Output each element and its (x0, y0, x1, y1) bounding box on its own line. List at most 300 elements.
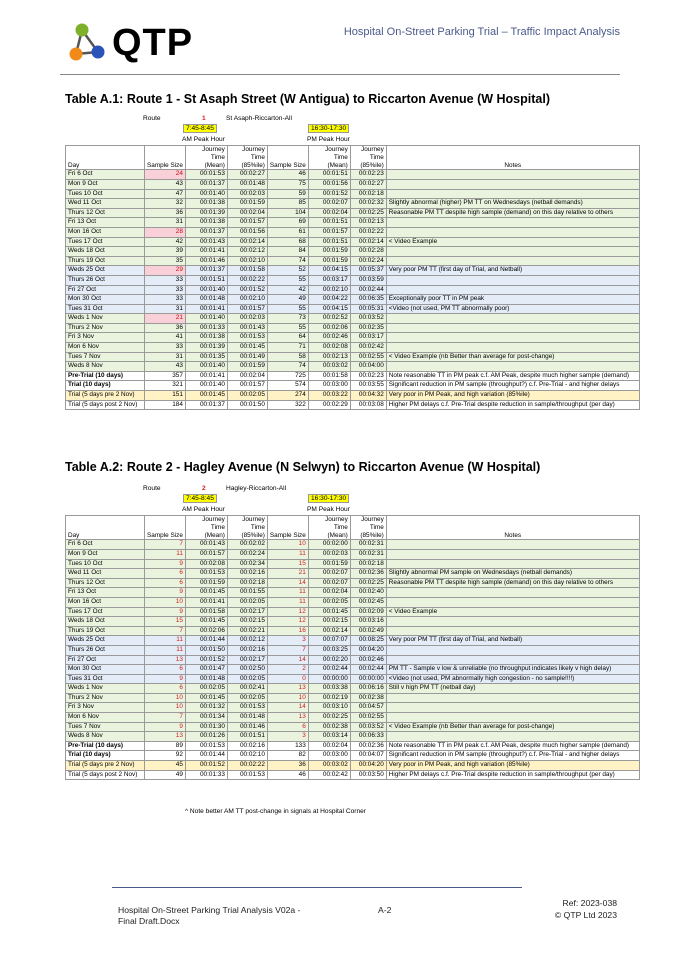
pm-85-cell: 00:06:35 (350, 295, 386, 305)
notes-cell: Very poor PM TT (first day of Trial, and Netball) (386, 636, 639, 646)
pm-sample-cell: 14 (267, 703, 308, 713)
table-row (66, 674, 640, 684)
am-mean-cell: 00:01:52 (185, 655, 227, 665)
am-mean-cell: 00:01:53 (185, 741, 227, 751)
day-cell: Trial (5 days pre 2 Nov) (66, 391, 145, 401)
pm-sample-cell: 49 (267, 295, 308, 305)
am-85-cell: 00:02:10 (227, 751, 267, 761)
pm-sample-cell: 69 (267, 218, 308, 228)
table2-route-name: Hagley-Riccarton-All (226, 485, 287, 492)
table-row (66, 343, 640, 353)
am-mean-cell: 00:01:57 (185, 549, 227, 559)
pm-sample-cell: 2 (267, 665, 308, 675)
table-row (66, 352, 640, 362)
table-row (66, 607, 640, 617)
pm-sample-cell: 104 (267, 208, 308, 218)
table-row (66, 266, 640, 276)
pm-85-cell: 00:02:42 (350, 343, 386, 353)
am-mean-cell: 00:01:48 (185, 295, 227, 305)
pm-85-cell: 00:03:17 (350, 333, 386, 343)
notes-cell (386, 189, 639, 199)
table-row (66, 761, 640, 771)
table-row (66, 645, 640, 655)
am-sample-cell: 7 (145, 626, 186, 636)
am-sample-cell: 6 (145, 684, 186, 694)
am-mean-cell: 00:01:44 (185, 636, 227, 646)
am-sample-cell: 11 (145, 636, 186, 646)
pm-mean-cell: 00:01:51 (308, 170, 350, 180)
am-85-cell: 00:02:17 (227, 607, 267, 617)
am-85-cell: 00:02:12 (227, 636, 267, 646)
pm-mean-cell: 00:02:20 (308, 655, 350, 665)
day-cell: Fri 3 Nov (66, 703, 145, 713)
pm-sample-cell: 64 (267, 333, 308, 343)
day-cell: Weds 18 Oct (66, 247, 145, 257)
pm-mean-cell: 00:02:52 (308, 314, 350, 324)
notes-cell (386, 559, 639, 569)
am-mean-cell: 00:01:45 (185, 588, 227, 598)
am-sample-cell: 6 (145, 578, 186, 588)
day-cell: Fri 6 Oct (66, 170, 145, 180)
table-row (66, 189, 640, 199)
table2-route-number: 2 (202, 485, 206, 492)
pm-85-cell: 00:02:46 (350, 655, 386, 665)
pm-85-cell: 00:03:52 (350, 314, 386, 324)
column-header-am-mean-line: (Mean) (204, 161, 225, 169)
pm-85-cell: 00:05:37 (350, 266, 386, 276)
pm-mean-cell: 00:02:19 (308, 693, 350, 703)
table-row (66, 655, 640, 665)
pm-mean-cell: 00:03:10 (308, 703, 350, 713)
am-85-cell: 00:01:56 (227, 227, 267, 237)
am-mean-cell: 00:01:33 (185, 323, 227, 333)
header-divider (60, 74, 620, 75)
table2-am-label: AM Peak Hour (182, 506, 225, 513)
am-sample-cell: 45 (145, 761, 186, 771)
pm-85-cell: 00:02:28 (350, 247, 386, 257)
day-cell: Fri 6 Oct (66, 540, 145, 550)
pm-85-cell: 00:03:52 (350, 722, 386, 732)
am-sample-cell: 7 (145, 713, 186, 723)
am-sample-cell: 41 (145, 333, 186, 343)
pm-mean-cell: 00:02:06 (308, 323, 350, 333)
am-mean-cell: 00:01:59 (185, 578, 227, 588)
table-header-row (66, 146, 640, 170)
am-sample-cell: 9 (145, 607, 186, 617)
document-title: Hospital On-Street Parking Trial – Traffic Impact Analysis (343, 26, 620, 38)
notes-cell (386, 597, 639, 607)
notes-cell: Higher PM delays c.f. Pre-Trial despite reduction in sample/throughput (per day) (386, 770, 639, 780)
am-mean-cell: 00:01:37 (185, 266, 227, 276)
notes-cell: Significant reduction in PM sample (throughput?) c.f. Pre-Trial - and higher delays (386, 751, 639, 761)
column-header-am-85-line: (85%ile) (241, 531, 265, 539)
pm-mean-cell: 00:03:00 (308, 751, 350, 761)
pm-sample-cell: 82 (267, 751, 308, 761)
am-mean-cell: 00:01:37 (185, 179, 227, 189)
notes-cell: <Video (not used, PM TT abnormally poor) (386, 304, 639, 314)
am-sample-cell: 33 (145, 275, 186, 285)
pm-mean-cell: 00:04:22 (308, 295, 350, 305)
day-cell: Tues 7 Nov (66, 722, 145, 732)
pm-85-cell: 00:03:50 (350, 770, 386, 780)
notes-cell: Reasonable PM TT despite high sample (demand) on this day relative to others (386, 208, 639, 218)
notes-cell (386, 362, 639, 372)
table-row (66, 333, 640, 343)
am-sample-cell: 36 (145, 323, 186, 333)
am-mean-cell: 00:01:40 (185, 314, 227, 324)
am-sample-cell: 36 (145, 208, 186, 218)
pm-mean-cell: 00:01:59 (308, 247, 350, 257)
table-row (66, 588, 640, 598)
pm-85-cell: 00:02:55 (350, 713, 386, 723)
column-header-am-85-line: Time (250, 523, 265, 531)
pm-mean-cell: 00:03:02 (308, 761, 350, 771)
am-sample-cell: 11 (145, 549, 186, 559)
notes-cell (386, 693, 639, 703)
pm-85-cell: 00:02:49 (350, 626, 386, 636)
pm-85-cell: 00:02:24 (350, 256, 386, 266)
am-85-cell: 00:02:03 (227, 314, 267, 324)
am-sample-cell: 43 (145, 362, 186, 372)
table-row (66, 578, 640, 588)
table-header-row (66, 516, 640, 540)
pm-sample-cell: 12 (267, 607, 308, 617)
am-mean-cell: 00:01:53 (185, 569, 227, 579)
day-cell: Thurs 2 Nov (66, 323, 145, 333)
table1-route-name: St Asaph-Riccarton-All (226, 115, 292, 122)
column-header-am-85-line: Journey (242, 516, 265, 523)
pm-sample-cell: 73 (267, 314, 308, 324)
day-cell: Mon 9 Oct (66, 549, 145, 559)
notes-cell: Very poor in PM Peak, and high variation (85%ile) (386, 761, 639, 771)
table1-am-label: AM Peak Hour (182, 136, 225, 143)
am-sample-cell: 6 (145, 665, 186, 675)
table-row (66, 693, 640, 703)
am-mean-cell: 00:01:37 (185, 227, 227, 237)
pm-sample-cell: 61 (267, 227, 308, 237)
notes-cell (386, 218, 639, 228)
pm-85-cell: 00:02:44 (350, 285, 386, 295)
pm-mean-cell: 00:02:03 (308, 549, 350, 559)
pm-sample-cell: 10 (267, 540, 308, 550)
pm-85-cell: 00:02:09 (350, 607, 386, 617)
day-cell: Fri 13 Oct (66, 588, 145, 598)
pm-sample-cell: 725 (267, 371, 308, 381)
pm-sample-cell: 11 (267, 597, 308, 607)
am-mean-cell: 00:01:39 (185, 208, 227, 218)
day-cell: Fri 3 Nov (66, 333, 145, 343)
am-mean-cell: 00:02:06 (185, 626, 227, 636)
day-cell: Trial (5 days pre 2 Nov) (66, 761, 145, 771)
pm-85-cell: 00:02:23 (350, 170, 386, 180)
am-mean-cell: 00:01:45 (185, 693, 227, 703)
am-85-cell: 00:02:27 (227, 170, 267, 180)
am-mean-cell: 00:01:30 (185, 722, 227, 732)
table-row (66, 275, 640, 285)
pm-85-cell: 00:03:08 (350, 400, 386, 410)
table2-route-label: Route (143, 485, 161, 492)
am-sample-cell: 43 (145, 179, 186, 189)
table-row (66, 741, 640, 751)
pm-85-cell: 00:04:07 (350, 751, 386, 761)
pm-85-cell: 00:02:31 (350, 549, 386, 559)
notes-cell: Slightly abnormal PM sample on Wednesdays (netball demands) (386, 569, 639, 579)
am-85-cell: 00:01:46 (227, 722, 267, 732)
footer-divider (112, 887, 522, 888)
am-85-cell: 00:02:10 (227, 256, 267, 266)
notes-cell: Note reasonable TT in PM peak c.f. AM Peak, despite much higher sample (demand) (386, 741, 639, 751)
column-header-day: Day (66, 146, 145, 170)
am-85-cell: 00:02:24 (227, 549, 267, 559)
am-mean-cell: 00:01:43 (185, 540, 227, 550)
notes-cell: Reasonable PM TT despite high sample (demand) on this day relative to others (386, 578, 639, 588)
pm-85-cell: 00:04:00 (350, 362, 386, 372)
pm-mean-cell: 00:02:13 (308, 352, 350, 362)
am-85-cell: 00:02:05 (227, 391, 267, 401)
am-sample-cell: 47 (145, 189, 186, 199)
am-85-cell: 00:01:48 (227, 713, 267, 723)
table1-am-time: 7:45-8:45 (183, 124, 217, 133)
notes-cell (386, 703, 639, 713)
am-mean-cell: 00:01:32 (185, 703, 227, 713)
am-sample-cell: 89 (145, 741, 186, 751)
footer-copyright: © QTP Ltd 2023 (554, 910, 617, 920)
am-sample-cell: 39 (145, 247, 186, 257)
am-sample-cell: 29 (145, 266, 186, 276)
column-header-pm-mean-line: Journey (325, 516, 348, 523)
am-mean-cell: 00:01:51 (185, 275, 227, 285)
am-85-cell: 00:02:10 (227, 295, 267, 305)
am-85-cell: 00:02:16 (227, 645, 267, 655)
day-cell: Weds 18 Oct (66, 617, 145, 627)
am-sample-cell: 92 (145, 751, 186, 761)
pm-85-cell: 00:02:36 (350, 569, 386, 579)
table-row (66, 540, 640, 550)
column-header-pm-sample: Sample Size (267, 516, 308, 540)
table-row (66, 371, 640, 381)
table2-am-time: 7:45-8:45 (183, 494, 217, 503)
column-header-am-85 (227, 146, 267, 170)
column-header-pm-85-line: (85%ile) (360, 531, 384, 539)
am-sample-cell: 28 (145, 227, 186, 237)
day-cell: Weds 8 Nov (66, 362, 145, 372)
table-row (66, 199, 640, 209)
table2-title: Table A.2: Route 2 - Hagley Avenue (N Selwyn) to Riccarton Avenue (W Hospital) (65, 460, 541, 474)
am-sample-cell: 11 (145, 645, 186, 655)
day-cell: Weds 8 Nov (66, 732, 145, 742)
column-header-am-sample: Sample Size (145, 146, 186, 170)
day-cell: Thurs 19 Oct (66, 256, 145, 266)
notes-cell: Note reasonable TT in PM peak c.f. AM Peak, despite much higher sample (demand) (386, 371, 639, 381)
pm-85-cell: 00:02:18 (350, 559, 386, 569)
pm-85-cell: 00:02:36 (350, 741, 386, 751)
day-cell: Mon 6 Nov (66, 713, 145, 723)
am-mean-cell: 00:01:38 (185, 333, 227, 343)
pm-85-cell: 00:08:25 (350, 636, 386, 646)
pm-sample-cell: 74 (267, 256, 308, 266)
day-cell: Tues 10 Oct (66, 189, 145, 199)
pm-sample-cell: 11 (267, 588, 308, 598)
pm-mean-cell: 00:01:57 (308, 227, 350, 237)
notes-cell: <Video (not used, PM abnormally high congestion - no sample!!!!) (386, 674, 639, 684)
notes-cell: Very poor PM TT (first day of Trial, and Netball) (386, 266, 639, 276)
pm-sample-cell: 52 (267, 266, 308, 276)
notes-cell: Higher PM delays c.f. Pre-Trial despite reduction in sample/throughput (per day) (386, 400, 639, 410)
column-header-pm-mean-line: (Mean) (327, 161, 348, 169)
am-85-cell: 00:01:50 (227, 400, 267, 410)
pm-mean-cell: 00:02:38 (308, 722, 350, 732)
pm-85-cell: 00:02:25 (350, 578, 386, 588)
pm-mean-cell: 00:02:04 (308, 588, 350, 598)
am-85-cell: 00:02:04 (227, 371, 267, 381)
am-85-cell: 00:01:43 (227, 323, 267, 333)
am-sample-cell: 151 (145, 391, 186, 401)
logo-text: QTP (112, 22, 194, 64)
pm-mean-cell: 00:02:44 (308, 665, 350, 675)
pm-sample-cell: 274 (267, 391, 308, 401)
am-85-cell: 00:02:04 (227, 208, 267, 218)
notes-cell (386, 170, 639, 180)
table-row (66, 237, 640, 247)
table2-pm-time: 16:30-17:30 (308, 494, 349, 503)
pm-mean-cell: 00:02:00 (308, 540, 350, 550)
am-85-cell: 00:02:22 (227, 275, 267, 285)
day-cell: Tues 17 Oct (66, 237, 145, 247)
day-cell: Tues 10 Oct (66, 559, 145, 569)
notes-cell (386, 285, 639, 295)
am-sample-cell: 13 (145, 732, 186, 742)
notes-cell (386, 549, 639, 559)
table-row (66, 323, 640, 333)
pm-mean-cell: 00:01:52 (308, 189, 350, 199)
am-mean-cell: 00:01:41 (185, 597, 227, 607)
am-85-cell: 00:01:53 (227, 703, 267, 713)
column-header-am-85-line: (85%ile) (241, 161, 265, 169)
pm-sample-cell: 84 (267, 247, 308, 257)
pm-sample-cell: 74 (267, 362, 308, 372)
table-row (66, 713, 640, 723)
am-mean-cell: 00:01:37 (185, 400, 227, 410)
column-header-pm-85 (350, 516, 386, 540)
pm-85-cell: 00:06:33 (350, 732, 386, 742)
am-mean-cell: 00:01:40 (185, 362, 227, 372)
am-mean-cell: 00:01:52 (185, 761, 227, 771)
pm-mean-cell: 00:02:07 (308, 578, 350, 588)
pm-mean-cell: 00:02:29 (308, 400, 350, 410)
table-row (66, 722, 640, 732)
day-cell: Mon 6 Nov (66, 343, 145, 353)
am-sample-cell: 24 (145, 170, 186, 180)
notes-cell (386, 732, 639, 742)
pm-85-cell: 00:04:57 (350, 703, 386, 713)
notes-cell: Exceptionally poor TT in PM peak (386, 295, 639, 305)
table-row (66, 597, 640, 607)
pm-mean-cell: 00:04:15 (308, 266, 350, 276)
day-cell: Weds 25 Oct (66, 266, 145, 276)
am-85-cell: 00:02:05 (227, 674, 267, 684)
pm-mean-cell: 00:01:59 (308, 256, 350, 266)
pm-mean-cell: 00:02:05 (308, 597, 350, 607)
day-cell: Tues 17 Oct (66, 607, 145, 617)
notes-cell (386, 256, 639, 266)
am-mean-cell: 00:01:40 (185, 285, 227, 295)
am-85-cell: 00:02:12 (227, 247, 267, 257)
am-sample-cell: 321 (145, 381, 186, 391)
am-85-cell: 00:02:16 (227, 569, 267, 579)
notes-cell (386, 588, 639, 598)
table-row (66, 559, 640, 569)
pm-sample-cell: 46 (267, 770, 308, 780)
pm-mean-cell: 00:02:42 (308, 770, 350, 780)
am-mean-cell: 00:01:41 (185, 247, 227, 257)
column-header-pm-85-line: (85%ile) (360, 161, 384, 169)
column-header-notes: Notes (386, 516, 639, 540)
day-cell: Thurs 12 Oct (66, 578, 145, 588)
pm-mean-cell: 00:02:10 (308, 285, 350, 295)
column-header-pm-85-line: Time (369, 523, 384, 531)
am-85-cell: 00:01:57 (227, 304, 267, 314)
pm-sample-cell: 0 (267, 674, 308, 684)
pm-85-cell: 00:02:35 (350, 323, 386, 333)
pm-mean-cell: 00:02:14 (308, 626, 350, 636)
pm-sample-cell: 55 (267, 323, 308, 333)
table1-pm-time: 16:30-17:30 (308, 124, 349, 133)
pm-mean-cell: 00:01:45 (308, 607, 350, 617)
am-mean-cell: 00:01:53 (185, 170, 227, 180)
table-row (66, 218, 640, 228)
notes-cell (386, 179, 639, 189)
footer-doc-name-2: Final Draft.Docx (118, 916, 180, 926)
pm-sample-cell: 3 (267, 732, 308, 742)
pm-85-cell: 00:02:40 (350, 588, 386, 598)
pm-85-cell: 00:02:27 (350, 179, 386, 189)
day-cell: Mon 9 Oct (66, 179, 145, 189)
column-header-am-mean-line: Journey (202, 146, 225, 153)
notes-cell (386, 713, 639, 723)
pm-mean-cell: 00:01:51 (308, 237, 350, 247)
am-85-cell: 00:02:41 (227, 684, 267, 694)
table-row (66, 400, 640, 410)
day-cell: Tues 31 Oct (66, 674, 145, 684)
am-sample-cell: 33 (145, 295, 186, 305)
notes-cell: Slightly abnormal (higher) PM TT on Wednesdays (netball demands) (386, 199, 639, 209)
table-row (66, 304, 640, 314)
pm-mean-cell: 00:03:17 (308, 275, 350, 285)
pm-sample-cell: 68 (267, 237, 308, 247)
pm-mean-cell: 00:02:04 (308, 208, 350, 218)
pm-mean-cell: 00:07:07 (308, 636, 350, 646)
pm-sample-cell: 55 (267, 304, 308, 314)
day-cell: Pre-Trial (10 days) (66, 371, 145, 381)
am-85-cell: 00:01:58 (227, 266, 267, 276)
am-85-cell: 00:02:05 (227, 693, 267, 703)
column-header-am-mean-line: Time (210, 153, 225, 161)
am-mean-cell: 00:01:40 (185, 189, 227, 199)
pm-sample-cell: 13 (267, 713, 308, 723)
pm-85-cell: 00:02:38 (350, 693, 386, 703)
am-85-cell: 00:01:53 (227, 333, 267, 343)
am-85-cell: 00:01:52 (227, 285, 267, 295)
am-mean-cell: 00:01:50 (185, 645, 227, 655)
page-header (0, 0, 675, 80)
column-header-am-mean-line: Time (210, 523, 225, 531)
qtp-logo (68, 20, 228, 68)
table1 (65, 145, 640, 410)
column-header-pm-85-line: Time (369, 153, 384, 161)
am-sample-cell: 9 (145, 674, 186, 684)
am-mean-cell: 00:01:26 (185, 732, 227, 742)
pm-mean-cell: 00:02:25 (308, 713, 350, 723)
